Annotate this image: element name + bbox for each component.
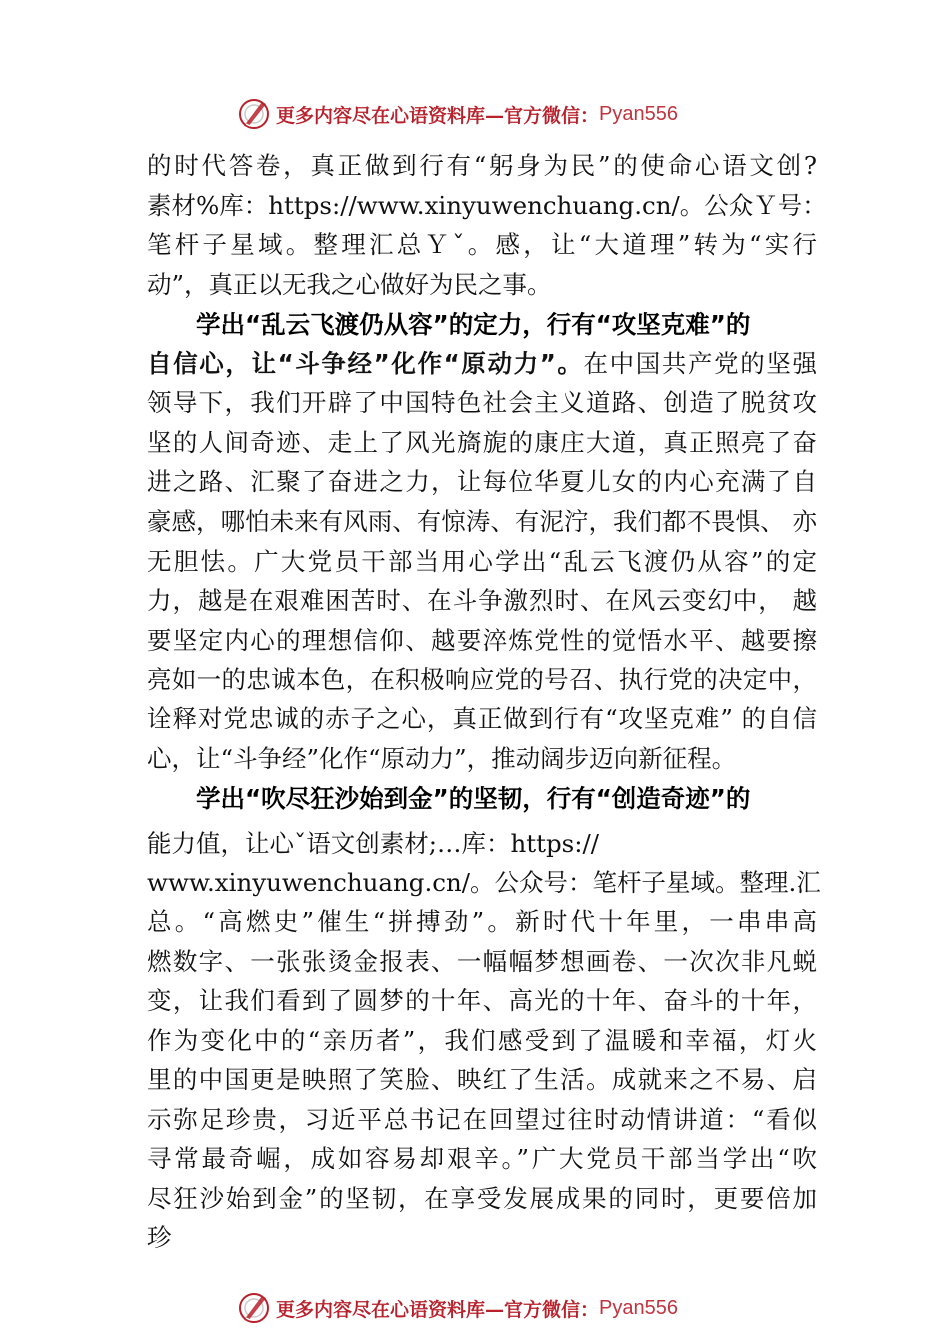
quill-seal-icon	[236, 96, 272, 132]
body-line: 领导下，我们开辟了中国特色社会主义道路、创造了脱贫攻	[147, 388, 817, 417]
body-line: 尽狂沙始到金”的坚韧，在享受发展成果的同时，更要倍加	[147, 1184, 817, 1213]
body-line: 珍	[147, 1223, 172, 1252]
body-line: 变，让我们看到了圆梦的十年、高光的十年、奋斗的十年，	[147, 986, 817, 1015]
body-line: 心，让“斗争经”化作“原动力”，推动阔步迈向新征程。	[147, 744, 737, 773]
body-line: 要坚定内心的理想信仰、越要淬炼党性的觉悟水平、越要擦	[147, 626, 817, 655]
body-line: 豪感，哪怕未来有风雨、有惊涛、有泥泞，我们都不畏惧、 亦	[147, 507, 817, 536]
body-line: 寻常最奇崛，成如容易却艰辛。”广大党员干部当学出“吹	[147, 1144, 817, 1173]
section-heading: 学出“乱云飞渡仍从容”的定力，行有“攻坚克难”的	[196, 310, 751, 339]
body-text-continuation: 在中国共产党的坚强	[583, 349, 817, 378]
footer-banner-wechat-id: Pyan556	[599, 1296, 678, 1319]
body-line: 里的中国更是映照了笑脸、映红了生活。成就来之不易、启	[147, 1065, 817, 1094]
body-line: 进之路、汇聚了奋进之力，让每位华夏儿女的内心充满了自	[147, 467, 817, 496]
section-heading: 学出“吹尽狂沙始到金”的坚韧，行有“创造奇迹”的	[196, 784, 751, 813]
body-line: 总。“高燃史”催生“拼搏劲”。新时代十年里，一串串高	[147, 907, 817, 936]
header-banner-wechat-id: Pyan556	[599, 102, 678, 125]
body-line: 笔杆子星域。整理汇总Ｙˇ。感，让“大道理”转为“实行	[147, 230, 817, 259]
body-line: 亮如一的忠诚本色，在积极响应党的号召、执行党的决定中，	[147, 665, 817, 694]
quill-seal-icon	[236, 1290, 272, 1326]
body-line: www.xinyuwenchuang.cn/。公众号：笔杆子星域。整理.汇	[147, 868, 821, 897]
body-line: 力，越是在艰难困苦时、在斗争激烈时、在风云变幻中， 越	[147, 586, 817, 615]
body-line: 的时代答卷，真正做到行有“躬身为民”的使命心语文创?	[147, 151, 817, 180]
body-line: 燃数字、一张张烫金报表、一幅幅梦想画卷、一次次非凡蜕	[147, 947, 817, 976]
header-banner-title: 更多内容尽在心语资料库—官方微信：	[276, 104, 600, 127]
body-line-with-heading	[147, 345, 817, 383]
body-line: 坚的人间奇迹、走上了风光旖旎的康庄大道，真正照亮了奋	[147, 428, 817, 457]
body-line: 素材%库：https://www.xinyuwenchuang.cn/。公众Ｙ号：	[147, 191, 827, 220]
body-line: 诠释对党忠诚的赤子之心，真正做到行有“攻坚克难” 的自信	[147, 704, 817, 733]
body-line: 能力值，让心ˇ语文创素材;…库：https://	[147, 829, 599, 858]
section-heading-continuation: 自信心，让“斗争经”化作“原动力”。	[147, 349, 584, 378]
body-line: 无胆怯。广大党员干部当用心学出“乱云飞渡仍从容”的定	[147, 547, 817, 576]
footer-banner	[236, 1288, 678, 1328]
body-line: 示弥足珍贵，习近平总书记在回望过往时动情讲道：“看似	[147, 1105, 817, 1134]
body-line: 动”，真正以无我之心做好为民之事。	[147, 270, 552, 299]
footer-banner-title: 更多内容尽在心语资料库—官方微信：	[276, 1298, 600, 1321]
body-line: 作为变化中的“亲历者”，我们感受到了温暖和幸福，灯火	[147, 1026, 817, 1055]
header-banner	[236, 94, 678, 134]
